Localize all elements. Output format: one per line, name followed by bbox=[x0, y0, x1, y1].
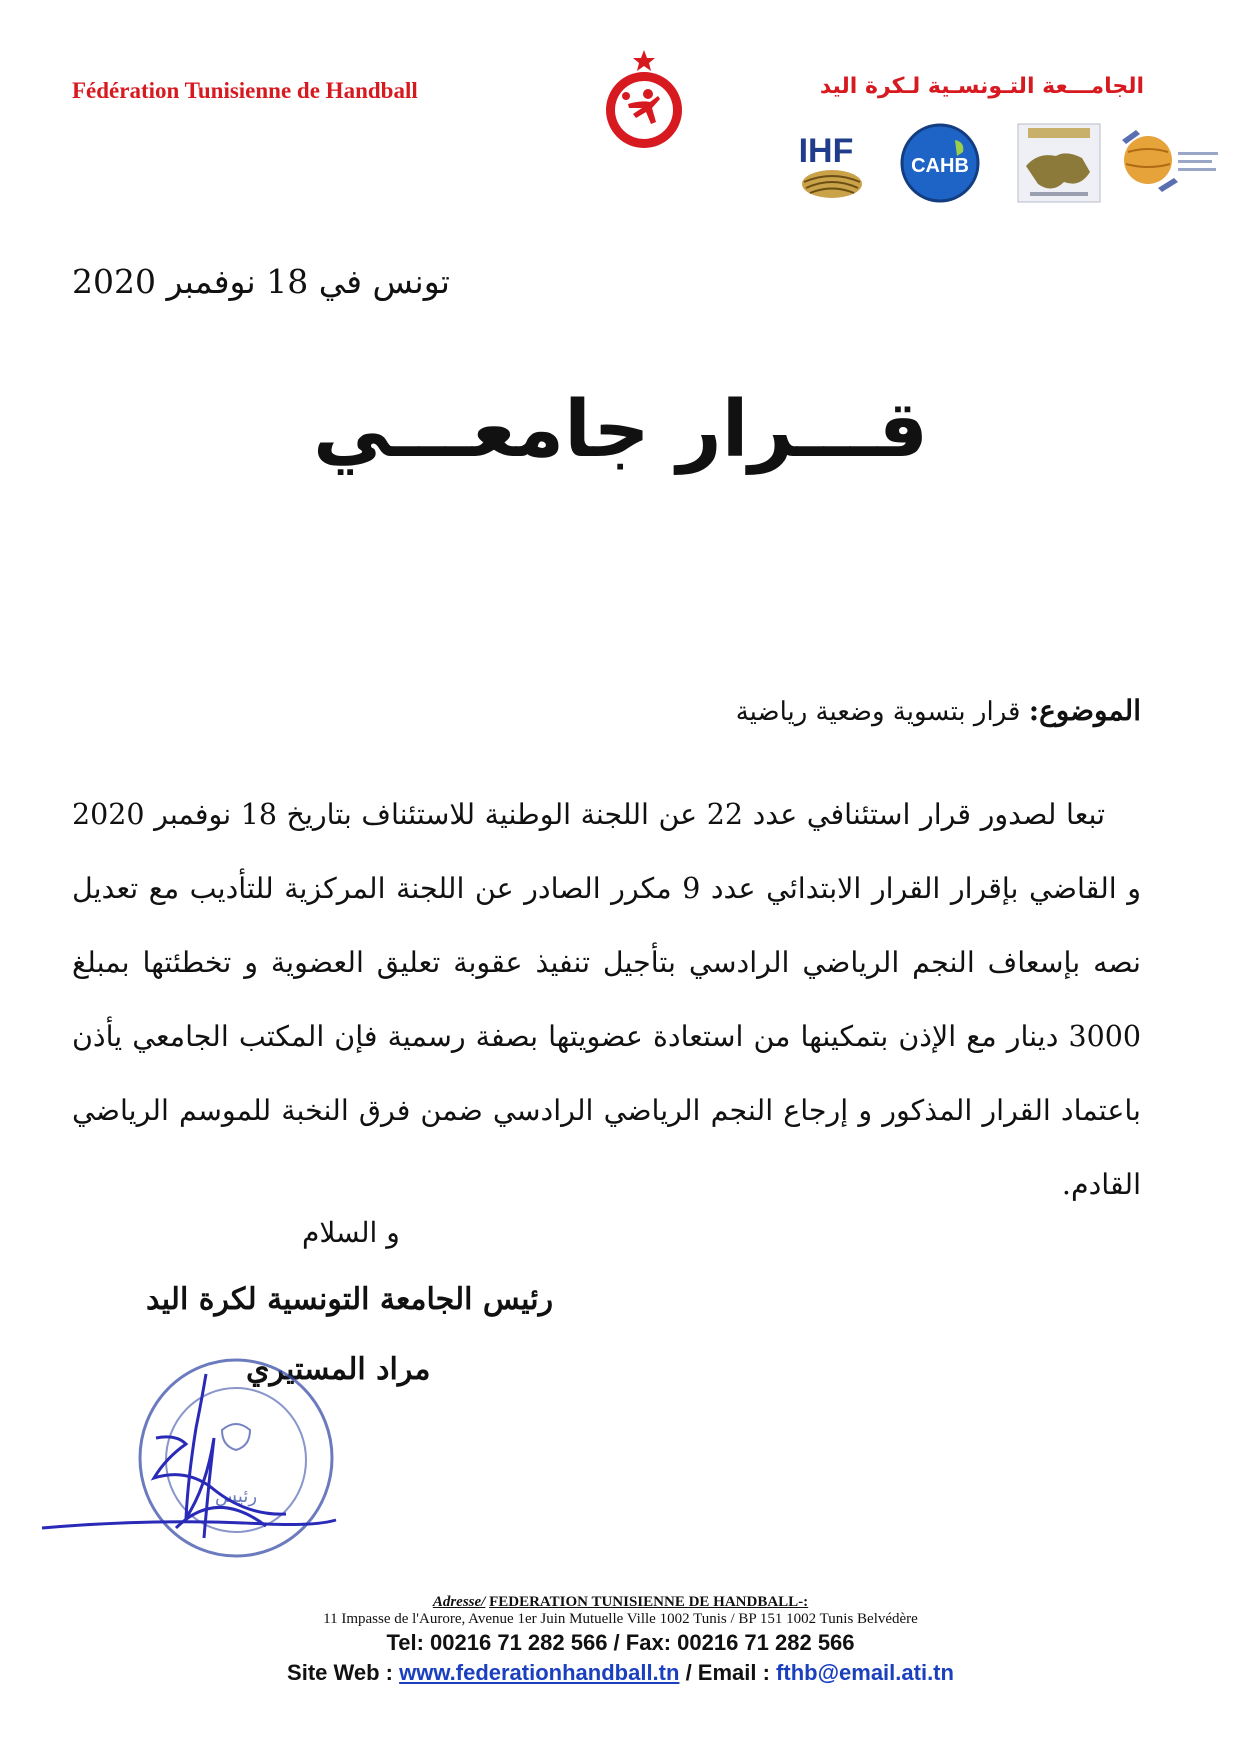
footer-address-label: Adresse/ bbox=[432, 1594, 486, 1610]
federation-name-fr: Fédération Tunisienne de Handball bbox=[72, 78, 418, 103]
subject-label: الموضوع: bbox=[1028, 694, 1141, 727]
document-subject bbox=[736, 694, 1141, 727]
official-seal bbox=[36, 1338, 366, 1618]
mediterranean-logo bbox=[1118, 122, 1222, 204]
footer-email-label: / Email : bbox=[685, 1660, 770, 1685]
footer-site-label: Site Web : bbox=[287, 1660, 393, 1685]
signatory-name: مراد المستيري bbox=[246, 1352, 431, 1387]
closing-salutation: و السلام bbox=[302, 1216, 400, 1249]
subject-text: قرار بتسوية وضعية رياضية bbox=[735, 697, 1021, 727]
ftbh-emblem bbox=[598, 48, 690, 153]
footer-contact bbox=[0, 1660, 1241, 1686]
footer-phone-fax: Tel: 00216 71 282 566 / Fax: 00216 71 282 566 bbox=[386, 1630, 855, 1655]
signature-icon bbox=[42, 1374, 336, 1538]
cahb-logo-text: CAHB bbox=[911, 155, 969, 177]
federation-name-ar: الجامـــعة التـونسـية لـكرة اليد bbox=[819, 74, 1144, 99]
document-body: تبعا لصدور قرار استئنافي عدد 22 عن اللجنة الوطنية للاستئناف بتاريخ 18 نوفمبر 2020 و القاضي بإقرار القرار الابتدائي عدد 9 مكرر الصادر عن اللجنة المركزية للتأديب مع تعديل نصه بإسعاف النجم الرياضي الرادسي بتأجيل تنفيذ عقوبة تعليق العضوية و تخطئتها بمبلغ 3000 دينار مع الإذن بتمكينها من استعادة عضويتها بصفة رسمية فإن المكتب الجامعي يأذن باعتماد القرار المذكور و إرجاع النجم الرياضي الرادسي ضمن فرق النخبة للموسم الرياضي القادم. bbox=[72, 798, 1141, 1201]
seal-center-text: رئيس bbox=[214, 1486, 258, 1507]
cahb-logo bbox=[895, 122, 985, 204]
ihf-logo bbox=[776, 122, 876, 204]
document-date: تونس في 18 نوفمبر 2020 bbox=[72, 262, 450, 301]
footer-org-name: FEDERATION TUNISIENNE DE HANDBALL-: bbox=[489, 1594, 809, 1610]
star-icon bbox=[633, 50, 655, 71]
globe-icon bbox=[1122, 130, 1178, 192]
footer-address: 11 Impasse de l'Aurore, Avenue 1er Juin Mutuelle Ville 1002 Tunis / BP 151 1002 Tunis Belvédère bbox=[323, 1611, 918, 1627]
footer-email-link[interactable]: fthb@email.ati.tn bbox=[776, 1660, 954, 1685]
handball-ball-icon bbox=[802, 170, 862, 198]
signatory-title: رئيس الجامعة التونسية لكرة اليد bbox=[146, 1282, 554, 1317]
arab-union-logo bbox=[1016, 122, 1102, 204]
ihf-logo-text: IHF bbox=[798, 132, 854, 170]
document-title: قـــرار جامعـــي bbox=[312, 385, 929, 475]
footer-address-heading bbox=[0, 1594, 1241, 1611]
footer-site-link[interactable]: www.federationhandball.tn bbox=[399, 1660, 680, 1685]
